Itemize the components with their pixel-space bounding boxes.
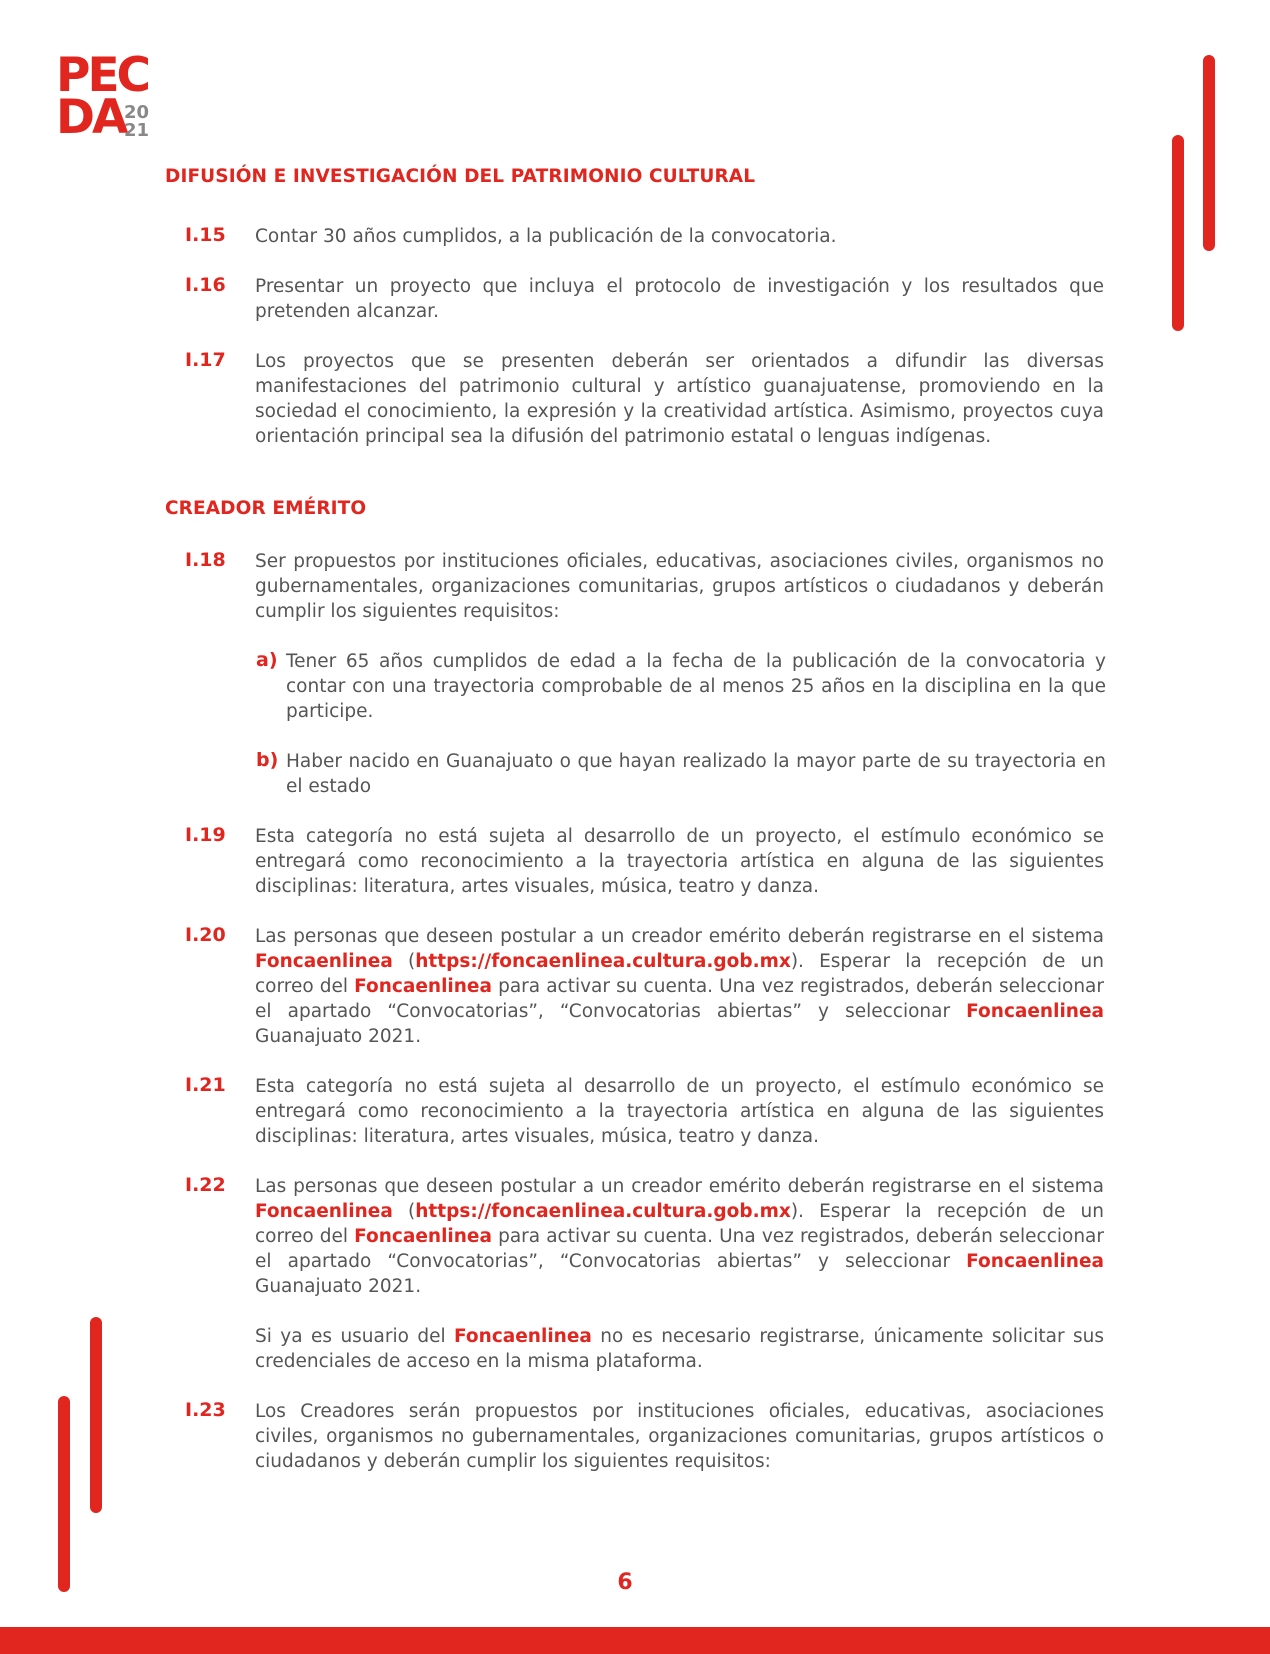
item-text bbox=[255, 1174, 1104, 1299]
pecda-logo bbox=[56, 48, 176, 147]
foncaenlinea-name: Foncaenlinea bbox=[454, 1326, 592, 1347]
subitem-letter: b) bbox=[256, 749, 279, 771]
decor-bar-bottom-left-outer bbox=[58, 1396, 70, 1592]
item-text: Esta categoría no está sujeta al desarrollo de un proyecto, el estímulo económico se entregará como reconocimiento a la trayectoria artística en alguna de las siguientes disciplinas: literatura, artes visuales, música, teatro y danza. bbox=[255, 1076, 1104, 1147]
text-run: para activar su cuenta. Una vez registrados, deberán seleccionar el apartado “Convocatorias”, “Convocatorias abiertas” y seleccionar bbox=[255, 1226, 1104, 1272]
text-run: ). Esperar la recepción de un correo del bbox=[255, 1201, 1104, 1247]
item-number: I.20 bbox=[185, 924, 226, 946]
foncaenlinea-link[interactable]: https://foncaenlinea.cultura.gob.mx bbox=[415, 1201, 791, 1222]
item-number: I.21 bbox=[185, 1074, 226, 1096]
item-number: I.15 bbox=[185, 224, 226, 246]
section-title-patrimonio: DIFUSIÓN E INVESTIGACIÓN DEL PATRIMONIO CULTURAL bbox=[165, 166, 756, 187]
item-number: I.22 bbox=[185, 1174, 226, 1196]
foncaenlinea-link[interactable]: https://foncaenlinea.cultura.gob.mx bbox=[415, 951, 791, 972]
item-number: I.17 bbox=[185, 349, 226, 371]
text-run: ). Esperar la recepción de un correo del bbox=[255, 951, 1104, 997]
subitem-text: Tener 65 años cumplidos de edad a la fecha de la publicación de la convocatoria y contar con una trayectoria comprobable de al menos 25 años en la disciplina en la que participe. bbox=[286, 651, 1106, 722]
text-run: ( bbox=[392, 1201, 416, 1222]
item-number: I.23 bbox=[185, 1399, 226, 1421]
item-text: Presentar un proyecto que incluya el protocolo de investigación y los resultados que pretenden alcanzar. bbox=[255, 276, 1104, 322]
item-text: Contar 30 años cumplidos, a la publicación de la convocatoria. bbox=[255, 226, 837, 247]
foncaenlinea-name: Foncaenlinea bbox=[966, 1251, 1104, 1272]
subitem-text: Haber nacido en Guanajuato o que hayan realizado la mayor parte de su trayectoria en el estado bbox=[286, 751, 1106, 797]
footer-bar bbox=[0, 1627, 1270, 1654]
foncaenlinea-name: Foncaenlinea bbox=[255, 951, 393, 972]
decor-bar-top-right-inner bbox=[1172, 135, 1184, 331]
text-run: Si ya es usuario del bbox=[255, 1326, 455, 1347]
item-text: Esta categoría no está sujeta al desarrollo de un proyecto, el estímulo económico se entregará como reconocimiento a la trayectoria artística en alguna de las siguientes disciplinas: literatura, artes visuales, música, teatro y danza. bbox=[255, 826, 1104, 897]
item-text: Los Creadores serán propuestos por instituciones oficiales, educativas, asociaciones civiles, organismos no gubernamentales, organizaciones comunitarias, grupos artísticos o ciudadanos y deberán cumplir los siguientes requisitos: bbox=[255, 1401, 1104, 1472]
logo-year-bottom: 21 bbox=[124, 120, 150, 141]
text-run: para activar su cuenta. Una vez registrados, deberán seleccionar el apartado “Convocatorias”, “Convocatorias abiertas” y seleccionar bbox=[255, 976, 1104, 1022]
decor-bar-bottom-left-inner bbox=[90, 1317, 102, 1513]
section-title-emerito: CREADOR EMÉRITO bbox=[165, 498, 367, 519]
item-text: Los proyectos que se presenten deberán ser orientados a difundir las diversas manifestaciones del patrimonio cultural y artístico guanajuatense, promoviendo en la sociedad el conocimiento, la expresión y la creatividad artística. Asimismo, proyectos cuya orientación principal sea la difusión del patrimonio estatal o lenguas indígenas. bbox=[255, 351, 1104, 447]
text-run: Guanajuato 2021. bbox=[255, 1276, 422, 1297]
text-run: Las personas que deseen postular a un creador emérito deberán registrarse en el sistema bbox=[255, 1176, 1104, 1197]
logo-line2: DA bbox=[56, 90, 126, 145]
foncaenlinea-name: Foncaenlinea bbox=[354, 976, 492, 997]
item-text bbox=[255, 924, 1104, 1049]
logo-line1: PEC bbox=[56, 48, 149, 103]
subitem-letter: a) bbox=[256, 649, 278, 671]
item-text: Ser propuestos por instituciones oficiales, educativas, asociaciones civiles, organismos no gubernamentales, organizaciones comunitarias, grupos artísticos o ciudadanos y deberán cumplir los siguientes requisitos: bbox=[255, 551, 1104, 622]
logo-year-top: 20 bbox=[124, 102, 150, 123]
foncaenlinea-name: Foncaenlinea bbox=[354, 1226, 492, 1247]
text-run: Las personas que deseen postular a un creador emérito deberán registrarse en el sistema bbox=[255, 926, 1104, 947]
text-run: no es necesario registrarse, únicamente solicitar sus credenciales de acceso en la misma plataforma. bbox=[255, 1326, 1104, 1372]
item-number: I.19 bbox=[185, 824, 226, 846]
text-run: ( bbox=[392, 951, 416, 972]
page-number: 6 bbox=[617, 1570, 633, 1595]
item-number: I.16 bbox=[185, 274, 226, 296]
item-text bbox=[255, 1324, 1104, 1374]
decor-bar-top-right-outer bbox=[1203, 55, 1215, 251]
item-number: I.18 bbox=[185, 549, 226, 571]
foncaenlinea-name: Foncaenlinea bbox=[966, 1001, 1104, 1022]
foncaenlinea-name: Foncaenlinea bbox=[255, 1201, 393, 1222]
text-run: Guanajuato 2021. bbox=[255, 1026, 422, 1047]
